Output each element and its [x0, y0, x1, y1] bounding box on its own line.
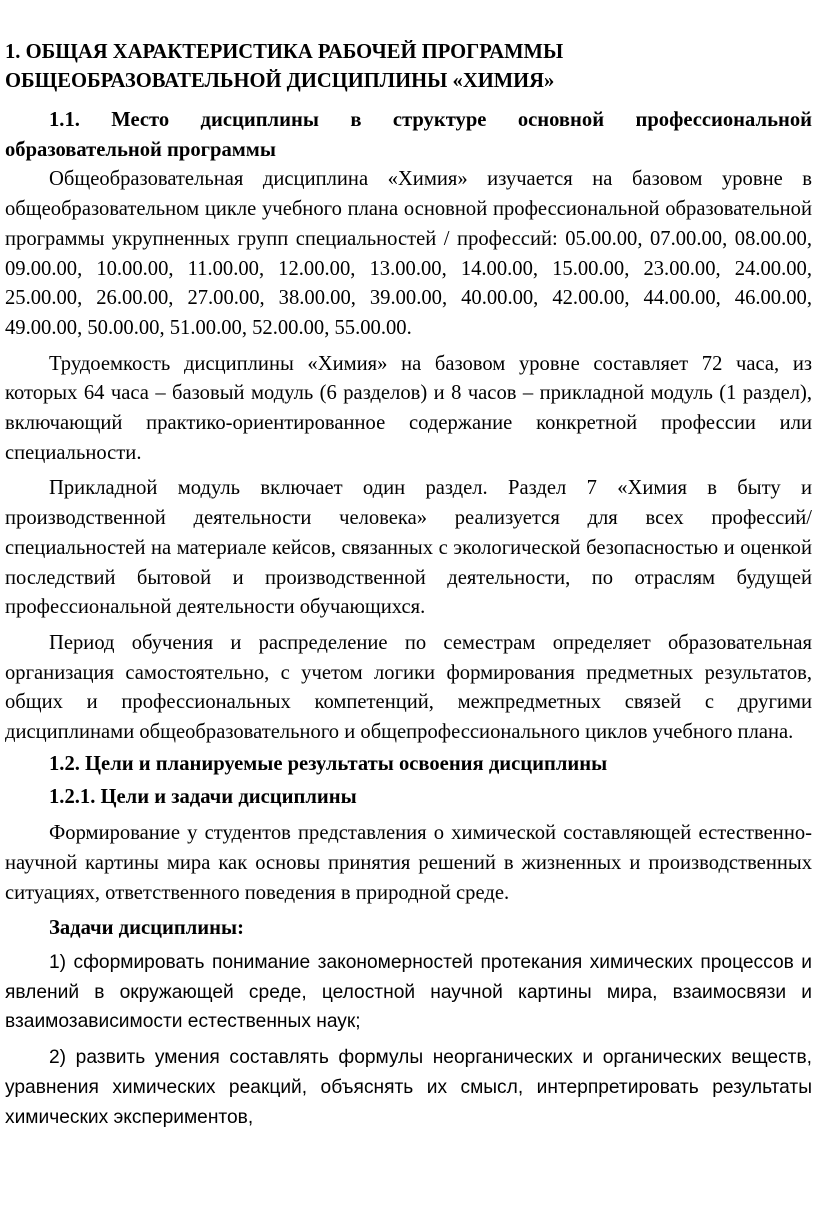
section-1-2-heading: 1.2. Цели и планируемые результаты освоения дисциплины [49, 752, 608, 775]
task-item-1: 1) сформировать понимание закономерностей протекания химических процессов и явлений в окружающей среде, целостной научной картины мира, взаимосвязи и взаимозависимости естественных наук; [5, 951, 812, 1033]
task-item-2: 2) развить умения составлять формулы неорганических и органических веществ, уравнения химических реакций, объяснять их смысл, интерпретировать результаты химических экспериментов, [5, 1047, 812, 1128]
document-page [5, 38, 812, 1138]
tasks-label: Задачи дисциплины: [49, 917, 244, 940]
section-1-1-heading: 1.1. Место дисциплины в структуре основной профессиональной образовательной программы [5, 109, 812, 161]
paragraph-goals: Формирование у студентов представления о химической составляющей естественно-научной картины мира как основы принятия решений в жизненных и производственных ситуациях, ответственного поведения в природной среде. [5, 822, 812, 904]
paragraph-discipline-place: Общеобразовательная дисциплина «Химия» изучается на базовом уровне в общеобразовательном цикле учебного плана основной профессиональной образовательной программы укрупненных групп специальностей / профессий: 05.00.00, 07.00.00, 08.00.00, 09.00.00, 10.00.00, 11.00.00, 12.00.00, 13.00.00, 14.00.00, 15.00.00, 23.00.00, 24.00.00, 25.00.00, 26.00.00, 27.00.00, 38.00.00, 39.00.00, 40.00.00, 42.00.00, 44.00.00, 46.00.00, 49.00.00, 50.00.00, 51.00.00, 52.00.00, 55.00.00. [5, 168, 812, 339]
paragraph-training-period: Период обучения и распределение по семестрам определяет образовательная организация самостоятельно, с учетом логики формирования предметных результатов, общих и профессиональных компетенций, межпредметных связей с другими дисциплинами общеобразовательного и общепрофессионального циклов учебного плана. [5, 631, 812, 744]
paragraph-labor-intensity: Трудоемкость дисциплины «Химия» на базовом уровне составляет 72 часа, из которых 64 часа – базовый модуль (6 разделов) и 8 часов – прикладной модуль (1 раздел), включающий практико-ориентированное содержание конкретной профессии или специальности. [5, 352, 812, 464]
document-title: 1. ОБЩАЯ ХАРАКТЕРИСТИКА РАБОЧЕЙ ПРОГРАММЫ ОБЩЕОБРАЗОВАТЕЛЬНОЙ ДИСЦИПЛИНЫ «ХИМИЯ» [5, 41, 564, 92]
section-1-2-1-heading: 1.2.1. Цели и задачи дисциплины [49, 786, 357, 809]
paragraph-applied-module: Прикладной модуль включает один раздел. Раздел 7 «Химия в быту и производственной деятельности человека» реализуется для всех профессий/специальностей на материале кейсов, связанных с экологической безопасностью и оценкой последствий бытовой и производственной деятельности, по отраслям будущей профессиональной деятельности обучающихся. [5, 477, 812, 619]
